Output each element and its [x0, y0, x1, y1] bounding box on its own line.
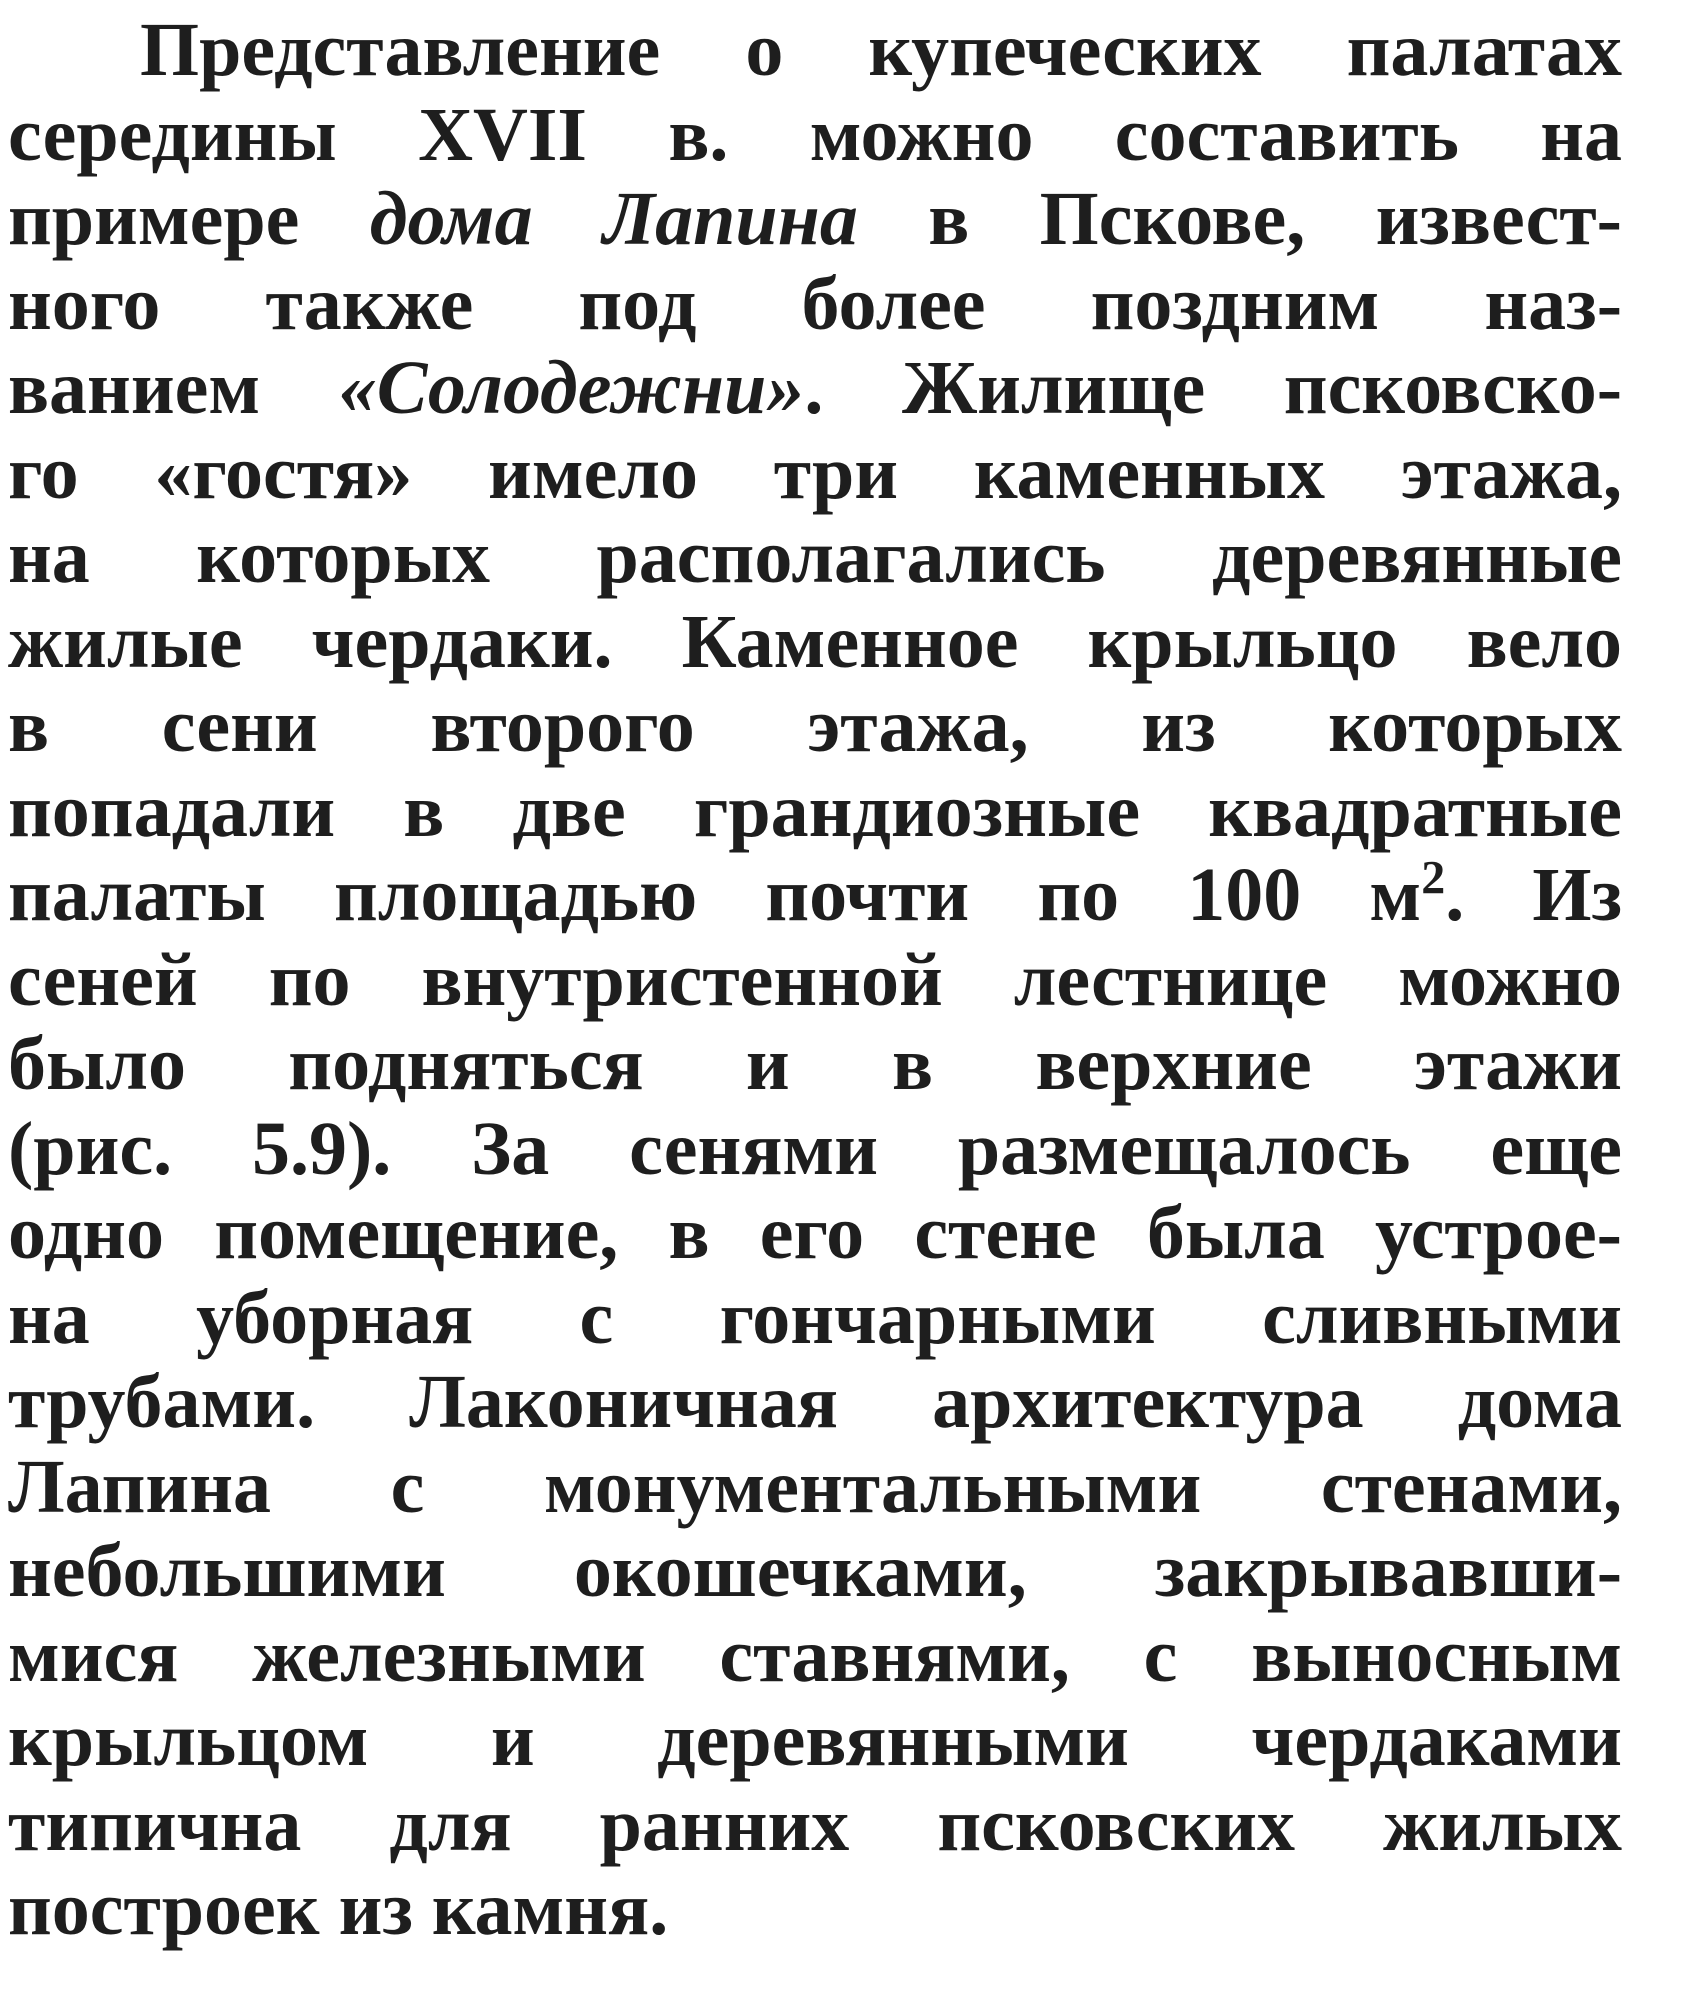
- text-line: [8, 1107, 1622, 1192]
- text-line: [8, 1360, 1622, 1445]
- text-run: одно помещение, в его стене была устрое-: [8, 1191, 1622, 1275]
- text-run: ного также под более поздним наз-: [8, 261, 1622, 346]
- text-line: [8, 1529, 1622, 1614]
- text-run: примере: [8, 177, 370, 261]
- text-line: [8, 1191, 1622, 1276]
- text-run: го «гостя» имело три каменных этажа,: [8, 430, 1622, 515]
- text-line: [8, 684, 1622, 769]
- text-run: Лапина с монументальными стенами,: [8, 1444, 1622, 1529]
- text-run: сеней по внутристенной лестнице можно: [8, 937, 1622, 1022]
- text-line: [8, 938, 1622, 1023]
- text-run: . Жилище псковско-: [804, 346, 1622, 430]
- text-run: (рис. 5.9). За сенями размещалось еще: [8, 1106, 1622, 1191]
- text-line: [8, 1698, 1622, 1783]
- text-line: [8, 853, 1622, 938]
- text-run: на которых располагались деревянные: [8, 515, 1622, 599]
- text-line: [8, 1783, 1622, 1868]
- text-run: на уборная с гончарными сливными: [8, 1275, 1622, 1360]
- text-run: палаты площадью почти по 100 м: [8, 853, 1422, 937]
- text-run: Представление о купеческих палатах: [140, 8, 1622, 92]
- text-run: трубами. Лаконичная архитектура дома: [8, 1360, 1622, 1444]
- superscript: 2: [1421, 853, 1446, 905]
- text-run: было подняться и в верхние этажи: [8, 1022, 1622, 1106]
- text-run: типична для ранних псковских жилых: [8, 1782, 1622, 1867]
- text-line: [8, 262, 1622, 347]
- italic-term: дома Лапина: [369, 177, 858, 261]
- text-line: [8, 1022, 1622, 1107]
- text-run: небольшими окошечками, закрывавши-: [8, 1529, 1622, 1613]
- text-line: [8, 515, 1622, 600]
- text-line: [8, 346, 1622, 431]
- text-line: [8, 431, 1622, 516]
- text-run: попадали в две грандиозные квадратные: [8, 768, 1622, 853]
- text-run: мися железными ставнями, с выносным: [8, 1613, 1622, 1698]
- text-run: в сени второго этажа, из которых: [8, 684, 1622, 768]
- italic-term: «Солодежни»: [338, 346, 805, 430]
- text-line: [8, 177, 1622, 262]
- text-line: [8, 1445, 1622, 1530]
- text-line: [8, 93, 1622, 178]
- text-run: в Пскове, извест-: [857, 177, 1622, 261]
- text-run: ванием: [8, 346, 339, 430]
- text-line: [8, 600, 1622, 685]
- body-paragraph: [8, 8, 1622, 1952]
- text-line: [8, 1614, 1622, 1699]
- text-line: [8, 8, 1622, 93]
- text-line: [8, 1276, 1622, 1361]
- text-run: середины XVII в. можно составить на: [8, 92, 1622, 177]
- text-run: построек из камня.: [8, 1867, 669, 1951]
- text-run: крыльцом и деревянными чердаками: [8, 1698, 1622, 1782]
- text-run: . Из: [1445, 853, 1622, 937]
- text-run: жилые чердаки. Каменное крыльцо вело: [8, 599, 1622, 684]
- text-line: [8, 769, 1622, 854]
- text-line: [8, 1867, 1622, 1952]
